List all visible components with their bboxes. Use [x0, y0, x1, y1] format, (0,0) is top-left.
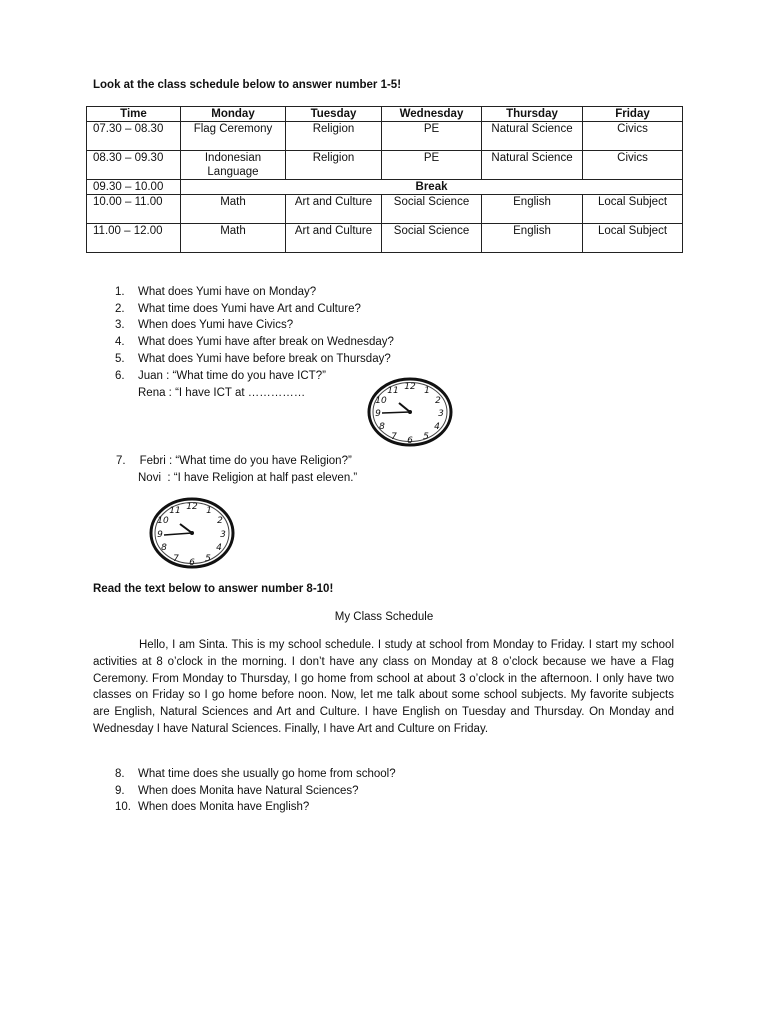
table-cell: Civics	[583, 122, 683, 151]
header-wednesday: Wednesday	[382, 107, 482, 122]
table-cell: Religion	[286, 122, 382, 151]
table-cell: Natural Science	[482, 122, 583, 151]
clock-number: 10	[157, 516, 169, 526]
list-item	[93, 799, 396, 816]
list-item	[93, 334, 394, 351]
header-friday: Friday	[583, 107, 683, 122]
table-cell: Religion	[286, 151, 382, 180]
table-cell: Civics	[583, 151, 683, 180]
clock-number: 3	[220, 530, 226, 540]
table-cell: Natural Science	[482, 151, 583, 180]
table-cell: Local Subject	[583, 195, 683, 224]
question-number: 7.	[116, 455, 126, 467]
clock-number: 9	[157, 530, 163, 540]
table-cell: PE	[382, 122, 482, 151]
question-text: Juan : “What time do you have ICT?”	[138, 369, 326, 382]
question-number: 2.	[115, 302, 125, 315]
clock-number: 8	[379, 422, 385, 432]
table-row	[87, 224, 683, 253]
clock-number: 7	[173, 554, 179, 564]
table-cell: Art and Culture	[286, 224, 382, 253]
question-number: 5.	[115, 352, 125, 365]
time-cell: 10.00 – 11.00	[87, 195, 181, 224]
clock-number: 5	[205, 554, 211, 564]
q7-line2: Novi : “I have Religion at half past eleven.”	[138, 472, 358, 484]
table-cell: Local Subject	[583, 224, 683, 253]
clock-icon-q6	[367, 377, 453, 447]
section1-instruction: Look at the class schedule below to answer number 1-5!	[93, 79, 402, 91]
section2-instruction: Read the text below to answer number 8-10!	[93, 583, 334, 595]
list-item	[93, 766, 396, 783]
table-cell: Social Science	[382, 224, 482, 253]
question-text: What time does Yumi have Art and Culture?	[138, 302, 361, 315]
header-tuesday: Tuesday	[286, 107, 382, 122]
table-row	[87, 195, 683, 224]
table-cell: Math	[181, 224, 286, 253]
table-row	[87, 122, 683, 151]
clock-number: 11	[387, 386, 399, 396]
question-number: 8.	[115, 768, 125, 780]
question-text: When does Yumi have Civics?	[138, 319, 294, 332]
clock-number: 5	[423, 432, 429, 442]
question-text: What does Yumi have before break on Thursday?	[138, 352, 391, 365]
clock-icon-q7	[149, 497, 235, 569]
table-cell: Indonesian Language	[181, 151, 286, 180]
time-cell: 11.00 – 12.00	[87, 224, 181, 253]
header-time: Time	[87, 107, 181, 122]
clock-number: 11	[169, 506, 181, 516]
clock-number: 2	[217, 516, 223, 526]
list-item	[93, 284, 394, 301]
list-item	[93, 783, 396, 800]
question-text: When does Monita have English?	[138, 801, 310, 814]
q7-line1	[116, 453, 352, 470]
clock-number: 6	[407, 436, 413, 446]
reading-paragraph: Hello, I am Sinta. This is my school schedule. I study at school from Monday to Friday. I start my school activities at 8 o’clock in the morning. I don’t have any class on Monday at 8 o’clock because we have a Flag Ceremony. From Monday to Thursday, I go home from school at about 3 o’clock in the afternoon. I only have two classes on Friday so I go home before noon. Now, let me talk about some school subjects. My favorite subjects are English, Natural Sciences and Art and Culture. I have English on Tuesday and Thursday. On Monday and Wednesday I have Natural Sciences. Finally, I have Art and Culture on Friday.	[93, 639, 674, 735]
list-item	[93, 351, 394, 368]
clock-number: 4	[216, 543, 222, 553]
table-cell: Art and Culture	[286, 195, 382, 224]
text-title: My Class Schedule	[334, 611, 434, 623]
list-item	[93, 317, 394, 334]
clock-number: 9	[375, 409, 381, 419]
clock-number: 2	[435, 396, 441, 406]
table-header-row	[87, 107, 683, 122]
clock-number: 3	[438, 409, 444, 419]
clock-number: 12	[186, 502, 198, 512]
clock-number: 12	[404, 382, 416, 392]
question-text: What does Yumi have after break on Wednesday?	[138, 336, 394, 349]
question-number: 6.	[115, 369, 125, 382]
list-item	[93, 368, 394, 385]
question-number: 9.	[115, 784, 125, 797]
q6-answer-line: Rena : “I have ICT at ……………	[138, 387, 306, 399]
table-cell: Flag Ceremony	[181, 122, 286, 151]
question-text: When does Monita have Natural Sciences?	[138, 784, 359, 797]
question-text: What does Yumi have on Monday?	[138, 286, 317, 298]
time-cell: 08.30 – 09.30	[87, 151, 181, 180]
clock-number: 4	[434, 422, 440, 432]
clock-number: 6	[189, 558, 195, 568]
clock-number: 10	[375, 396, 387, 406]
question-number: 10.	[115, 801, 131, 814]
time-cell: 07.30 – 08.30	[87, 122, 181, 151]
table-cell: PE	[382, 151, 482, 180]
time-cell: 09.30 – 10.00	[87, 180, 181, 195]
table-cell: Social Science	[382, 195, 482, 224]
clock-number: 1	[206, 506, 212, 516]
table-cell: English	[482, 195, 583, 224]
question-text: Febri : “What time do you have Religion?”	[139, 455, 352, 467]
questions-8-10	[93, 766, 396, 816]
break-cell: Break	[181, 180, 683, 195]
question-number: 1.	[115, 286, 125, 298]
list-item	[93, 301, 394, 318]
header-thursday: Thursday	[482, 107, 583, 122]
header-monday: Monday	[181, 107, 286, 122]
class-schedule-table	[86, 106, 683, 253]
questions-1-6	[93, 284, 394, 384]
clock-number: 7	[391, 432, 397, 442]
clock-number: 8	[161, 543, 167, 553]
question-number: 4.	[115, 336, 125, 349]
table-row	[87, 151, 683, 180]
table-cell: Math	[181, 195, 286, 224]
question-number: 3.	[115, 319, 125, 332]
question-text: What time does she usually go home from school?	[138, 768, 396, 780]
clock-number: 1	[424, 386, 430, 396]
table-row-break	[87, 180, 683, 195]
table-cell: English	[482, 224, 583, 253]
